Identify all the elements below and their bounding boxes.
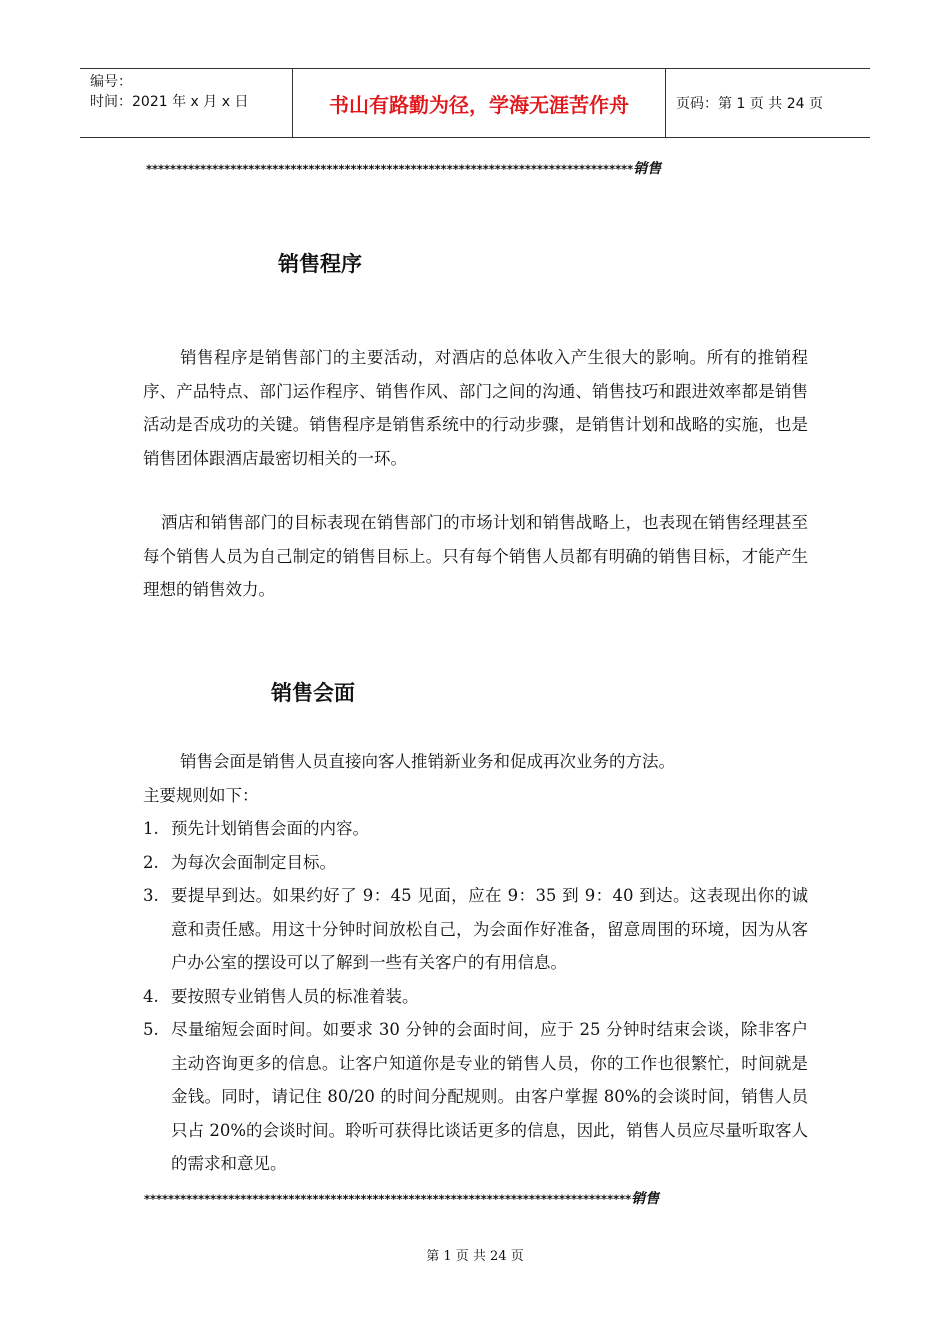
rules-list	[143, 812, 808, 1181]
divider-bottom	[144, 1188, 659, 1208]
section-title-sales-procedure: 销售程序	[278, 252, 362, 276]
list-item	[143, 879, 808, 980]
header-motto: 书山有路勤为径，学海无涯苦作舟	[293, 69, 666, 137]
divider-top-stars: *********************************************************************************	[146, 162, 634, 176]
list-item-number: 5.	[143, 1020, 159, 1039]
list-item-number: 2.	[143, 852, 159, 872]
section-title-sales-meeting: 销售会面	[271, 681, 355, 705]
list-item	[143, 980, 808, 1014]
divider-top-tag: 销售	[633, 161, 662, 177]
list-item	[143, 812, 808, 846]
list-item-text: 预先计划销售会面的内容。	[171, 819, 369, 838]
header-meta	[80, 69, 293, 137]
time-label: 时间：2021 年 x 月 x 日	[90, 94, 249, 110]
list-item-text: 为每次会面制定目标。	[171, 852, 336, 872]
paragraph-1: 销售程序是销售部门的主要活动，对酒店的总体收入产生很大的影响。所有的推销程序、产品特点、部门运作程序、销售作风、部门之间的沟通、销售技巧和跟进效率都是销售活动是否成功的关键。销售程序是销售系统中的行动步骤，是销售计划和战略的实施，也是销售团体跟酒店最密切相关的一环。	[143, 348, 808, 468]
number-label: 编号：	[90, 74, 132, 90]
document-header	[80, 68, 870, 138]
divider-bottom-stars: *********************************************************************************	[144, 1192, 632, 1206]
list-item	[143, 846, 808, 880]
list-item-text: 要按照专业销售人员的标准着装。	[171, 986, 419, 1006]
divider-top	[146, 158, 661, 178]
page-footer: 第 1 页 共 24 页	[426, 1249, 524, 1264]
list-item-text: 要提早到达。如果约好了 9：45 见面，应在 9：35 到 9：40 到达。这表现出你的诚意和责任感。用这十分钟时间放松自己，为会面作好准备，留意周围的环境，因为从客户办公室的摆设可以了解到一些有关客户的有用信息。	[171, 886, 808, 972]
header-page-label: 页码：第 1 页 共 24 页	[676, 96, 823, 112]
divider-bottom-tag: 销售	[631, 1191, 660, 1207]
section2-intro: 销售会面是销售人员直接向客人推销新业务和促成再次业务的方法。	[180, 752, 675, 771]
paragraph-2: 酒店和销售部门的目标表现在销售部门的市场计划和销售战略上，也表现在销售经理甚至每个销售人员为自己制定的销售目标上。只有每个销售人员都有明确的销售目标，才能产生理想的销售效力。	[143, 513, 808, 599]
list-item-number: 4.	[143, 986, 159, 1006]
rules-label: 主要规则如下：	[143, 786, 259, 805]
list-item-text: 尽量缩短会面时间。如要求 30 分钟的会面时间，应于 25 分钟时结束会谈，除非客户主动咨询更多的信息。让客户知道你是专业的销售人员，你的工作也很繁忙，时间就是金钱。同时，请记住 80/20 的时间分配规则。由客户掌握 80%的会谈时间，销售人员只占 20%的会谈时间。聆听可获得比谈话更多的信息，因此，销售人员应尽量听取客人的需求和意见。	[171, 1020, 808, 1173]
list-item-number: 3.	[143, 886, 159, 905]
list-item-number: 1.	[143, 819, 159, 838]
list-item	[143, 1013, 808, 1181]
